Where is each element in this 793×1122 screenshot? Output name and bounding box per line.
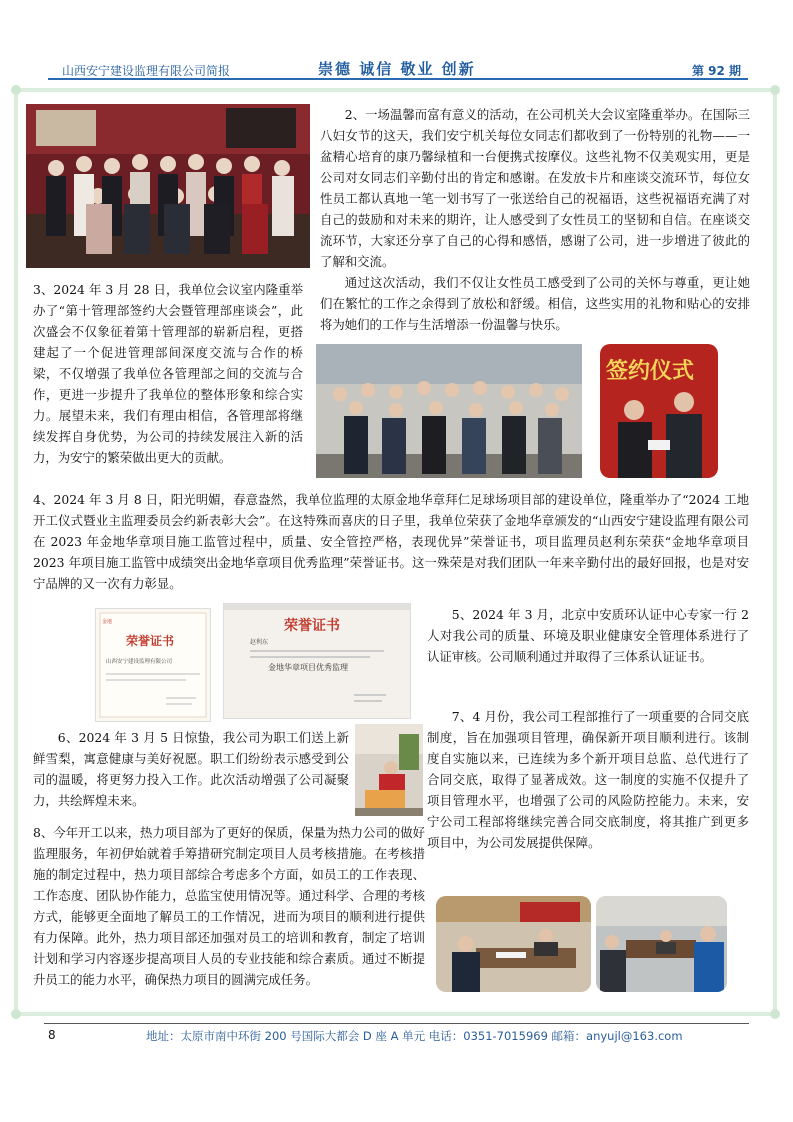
page-header [0, 0, 793, 80]
article-2-body: 2、一场温馨而富有意义的活动，在公司机关大会议室隆重举办。在国际三八妇女节的这天，我们安宁机关每位女同志们都收到了一份特别的礼物——一盆精心培育的康乃馨绿植和一台便携式按摩仪。这些礼物不仅美观实用，更是公司对女同志们辛勤付出的肯定和感谢。在发放卡片和座谈交流环节，每位女性员工都认真地一笔一划书写了一张送给自己的祝福语，这些祝福语充满了对自己的鼓励和对未来的期许，让人感受到了女性员工的坚韧和自信。在座谈交流环节，大家还分享了自己的心得和感悟，感谢了公司，进一步增进了彼此的了解和交流。 [320, 107, 750, 269]
cert2-title: 荣誉证书 [284, 618, 340, 634]
article-5-body: 5、2024 年 3 月，北京中安质环认证中心专家一行 2 人对我公司的质量、环境及职业健康安全管理体系进行了认证审核。公司顺利通过并取得了三体系认证证书。 [427, 607, 749, 664]
article-8-body: 8、今年开工以来，热力项目部为了更好的保质，保量为热力公司的做好监理服务，年初伊始就着手筹措研究制定项目人员考核措施。在考核措施的制定过程中，热力项目部综合考虑多个方面，如员工的工作表现、工作态度、团队协作能力，总监宝使用情况等。通过科学、合理的考核方式，能够更全面地了解员工的工作情况，进而为项目的顺利进行提供有力保障。此外，热力项目部还加强对员工的培训和教育，制定了培训计划和学习内容逐步提高项目人员的专业技能和综合素质。通过不断提升员工的能力水平，确保热力项目的圆满完成任务。 [33, 825, 425, 987]
staff-honor-certificate [223, 603, 411, 719]
frame-corner-dot [11, 1009, 21, 1019]
article-2 [320, 104, 750, 335]
pear-gift-photo [355, 724, 423, 816]
cert1-title: 荣誉证书 [126, 634, 175, 648]
header-divider [48, 78, 748, 80]
frame-corner-dot [11, 85, 21, 95]
company-motto: 崇德 诚信 敬业 创新 [318, 60, 476, 78]
cert2-award: 金地华章项目优秀监理 [268, 663, 348, 672]
article-3 [33, 279, 303, 468]
contract-briefing-photo-1 [436, 896, 591, 992]
article-5 [427, 604, 749, 667]
article-6-body: 6、2024 年 3 月 5 日惊蛰，我公司为职工们送上新鲜雪梨，寓意健康与美好祝愿。职工们纷纷表示感受到公司的温暖，将更努力投入工作。此次活动增强了公司凝聚力，共绘辉煌未来。 [33, 730, 349, 808]
cert1-org: 山西安宁建设监理有限公司 [106, 659, 173, 665]
issue-number: 第 92 期 [692, 64, 742, 78]
cert2-recipient: 赵利东 [250, 639, 269, 646]
frame-corner-dot [770, 85, 780, 95]
signing-ceremony-photo [600, 344, 718, 478]
signing-group-photo [316, 344, 582, 478]
svg-text:金地: 金地 [102, 619, 113, 625]
article-7 [427, 706, 749, 853]
article-8 [33, 822, 425, 990]
article-6 [33, 727, 349, 811]
article-2-closing: 通过这次活动，我们不仅让女性员工感受到了公司的关怀与尊重，更让她们在繁忙的工作之余得到了放松和舒缓。相信，这些实用的礼物和贴心的安排将为她们的工作与生活增添一份温馨与快乐。 [320, 275, 750, 332]
article-3-body: 3、2024 年 3 月 28 日，我单位会议室内隆重举办了“第十管理部签约大会暨管理部座谈会”，此次盛会不仅象征着第十管理部的崭新启程，更搭建起了一个促进管理部间深度交流与合作的桥梁，不仅增强了我单位各管理部之间的交流与合作，更进一步提升了我单位的整体形象和综合实力。展望未来，我们有理由相信，各管理部将继续发挥自身优势，为公司的持续发展注入新的活力，为安宁的繁荣做出更大的贡献。 [33, 282, 303, 465]
ceremony-banner-text: 签约仪式 [606, 359, 695, 384]
company-name: 山西安宁建设监理有限公司简报 [62, 64, 231, 78]
article-7-body: 7、4 月份，我公司工程部推行了一项重要的合同交底制度，旨在加强项目管理，确保新开项目顺利进行。该制度自实施以来，已连续为多个新开项目总监、总代进行了合同交底，取得了显著成效。这一制度的实施不仅提升了项目管理水平，也增强了公司的风险防控能力。未来，安宁公司工程部将继续完善合同交底制度，将其推广到更多项目中，为公司发展提供保障。 [427, 709, 749, 850]
footer-contact: 地址：太原市南中环街 200 号国际大都会 D 座 A 单元 电话：0351-7015969 邮箱：anyujl@163.com [146, 1029, 683, 1043]
footer-divider [44, 1023, 749, 1024]
womens-day-group-photo [26, 104, 310, 268]
article-4-body: 4、2024 年 3 月 8 日，阳光明媚，春意盎然，我单位监理的太原金地华章拜仁足球场项目部的建设单位，隆重举办了“2024 工地开工仪式暨业主监理委员会约新表彰大会”。在这特殊而喜庆的日子里，我单位荣获了金地华章颁发的“山西安宁建设监理有限公司在 2023 年金地华章项目施工监管过程中，质量、安全管控严格，表现优异”荣誉证书，项目监理员赵利东荣获“金地华章项目 2023 年项目施工监管中成绩突出金地华章项目优秀监理”荣誉证书。这一殊荣是对我们团队一年来辛勤付出的最好回报，也是对安宁品牌的又一次有力彰显。 [33, 492, 749, 591]
contract-briefing-photo-2 [596, 896, 727, 992]
company-honor-certificate [95, 608, 211, 722]
frame-corner-dot [770, 1009, 780, 1019]
article-4 [33, 489, 749, 594]
page-number: 8 [48, 1028, 56, 1042]
